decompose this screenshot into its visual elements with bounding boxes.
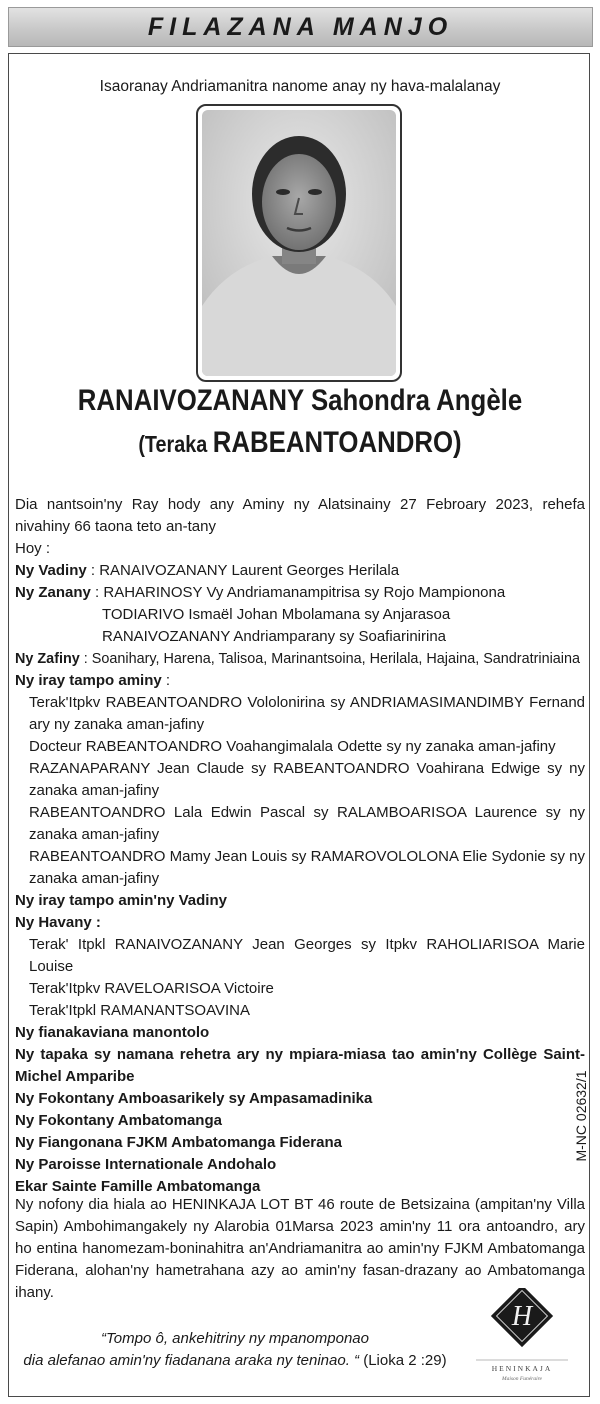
father-label: Ny Vadiny — [15, 562, 87, 579]
husband-siblings-label: Ny iray tampo amin'ny Vadiny — [15, 892, 227, 909]
announcement-text: Dia nantsoin'ny Ray hody any Aminy ny Alatsinainy 27 Febroary 2023, rehefa nivahiny 66 taona teto an-tany — [15, 496, 585, 535]
others-item: Ny Fokontany Ambatomanga — [15, 1112, 222, 1129]
grandchildren-names: : Soanihary, Harena, Talisoa, Marinantsoina, Herilala, Hajaina, Sandratriniaina — [79, 651, 580, 667]
relative-item: Terak' Itpkl RANAIVOZANANY Jean Georges sy Itpkv RAHOLIARISOA Marie Louise — [29, 936, 585, 975]
reference-text: M-NC 02632/1 — [573, 1070, 589, 1162]
sibling-item: Docteur RABEANTOANDRO Voahangimalala Odette sy ny zanaka aman-jafiny — [29, 738, 556, 755]
siblings-colon: : — [161, 672, 171, 689]
portrait-illustration — [202, 110, 396, 376]
portrait-photo — [202, 110, 396, 376]
others-item: Ny tapaka sy namana rehetra ary ny mpiara-miasa tao amin'ny Collège Saint-Michel Amparibe — [15, 1046, 585, 1085]
relative-item: Terak'Itpkv RAVELOARISOA Victoire — [29, 980, 274, 997]
grandchildren-line — [15, 648, 585, 670]
alias-prefix: (Teraka — [138, 431, 213, 457]
svg-text:H: H — [511, 1301, 533, 1332]
others-item: Ekar Sainte Famille Ambatomanga — [15, 1178, 261, 1195]
others-item: Ny Paroisse Internationale Andohalo — [15, 1156, 277, 1173]
deceased-alias — [42, 426, 558, 460]
children-line — [15, 582, 585, 604]
grandchildren-label: Ny Zafiny — [15, 651, 80, 667]
sibling-item: RABEANTOANDRO Lala Edwin Pascal sy RALAMBOARISOA Laurence sy ny zanaka aman-jafiny — [29, 804, 585, 843]
siblings-line — [15, 670, 585, 692]
logo-caption: HENINKAJA — [491, 1364, 553, 1373]
children-label: Ny Zanany — [15, 584, 91, 601]
quote-line-1: “Tompo ô, ankehitriny ny mpanomponao — [101, 1330, 369, 1347]
funeral-details: Ny nofony dia hiala ao HENINKAJA LOT BT 46 route de Betsizaina (ampitan'ny Villa Sapin) Ambohimangakely ny Alarobia 01Marsa 2023 amin'ny 11 ora antoandro, ary ho entina hanomezam-boninahitra an'Andriamanitra ao amin'ny FJKM Ambatomanga Fiderana, alohan'ny hametrahana azy ao amin'ny fasan-drazany ao Ambatomanga ihany. — [15, 1196, 585, 1301]
quote-line-2: dia alefanao amin'ny fiadanana araka ny teninao. “ — [23, 1352, 360, 1369]
header-title: FILAZANA MANJO — [147, 12, 454, 41]
others-item: Ny Fiangonana FJKM Ambatomanga Fiderana — [15, 1134, 342, 1151]
relative-item: Terak'Itpkl RAMANANTSOAVINA — [29, 1002, 250, 1019]
notice-body — [15, 494, 585, 1198]
reference-code — [566, 1062, 596, 1170]
quote-source: (Lioka 2 :29) — [359, 1352, 447, 1369]
father-line — [15, 560, 585, 582]
heninkaja-logo-icon — [474, 1288, 570, 1388]
others-item: Ny fianakaviana manontolo — [15, 1024, 210, 1041]
child-item: : RAHARINOSY Vy Andriamanampitrisa sy Rojo Mampionona — [90, 584, 506, 601]
relatives-label: Ny Havany : — [15, 914, 101, 931]
sibling-item: RAZANAPARANY Jean Claude sy RABEANTOANDRO Voahirana Edwige sy ny zanaka aman-jafiny — [29, 760, 585, 799]
hoy-text: Hoy : — [15, 540, 51, 557]
others-item: Ny Fokontany Amboasarikely sy Ampasamadinika — [15, 1090, 373, 1107]
sibling-item: Terak'Itpkv RABEANTOANDRO Vololonirina sy ANDRIAMASIMANDIMBY Fernand ary ny zanaka aman-jafiny — [29, 694, 585, 733]
siblings-label: Ny iray tampo aminy — [15, 672, 162, 689]
bible-quote — [10, 1328, 460, 1372]
logo-diamond-icon — [474, 1288, 570, 1364]
sibling-item: RABEANTOANDRO Mamy Jean Louis sy RAMAROVOLOLONA Elie Sydonie sy ny zanaka aman-jafiny — [29, 848, 585, 887]
intro-text: Isaoranay Andriamanitra nanome anay ny hava-malalanay — [99, 78, 501, 95]
portrait-frame — [196, 104, 402, 382]
logo-subcaption: Maison Funéraire — [502, 1376, 542, 1382]
deceased-name: RANAIVOZANANY Sahondra Angèle — [77, 384, 523, 417]
father-name: : RANAIVOZANANY Laurent Georges Herilala — [86, 562, 400, 579]
child-item: TODIARIVO Ismaël Johan Mbolamana sy Anjarasoa — [102, 606, 451, 623]
alias-name: RABEANTOANDRO) — [212, 426, 462, 459]
child-item: RANAIVOZANANY Andriamparany sy Soafiarinirina — [102, 628, 447, 645]
header-banner — [8, 7, 593, 47]
